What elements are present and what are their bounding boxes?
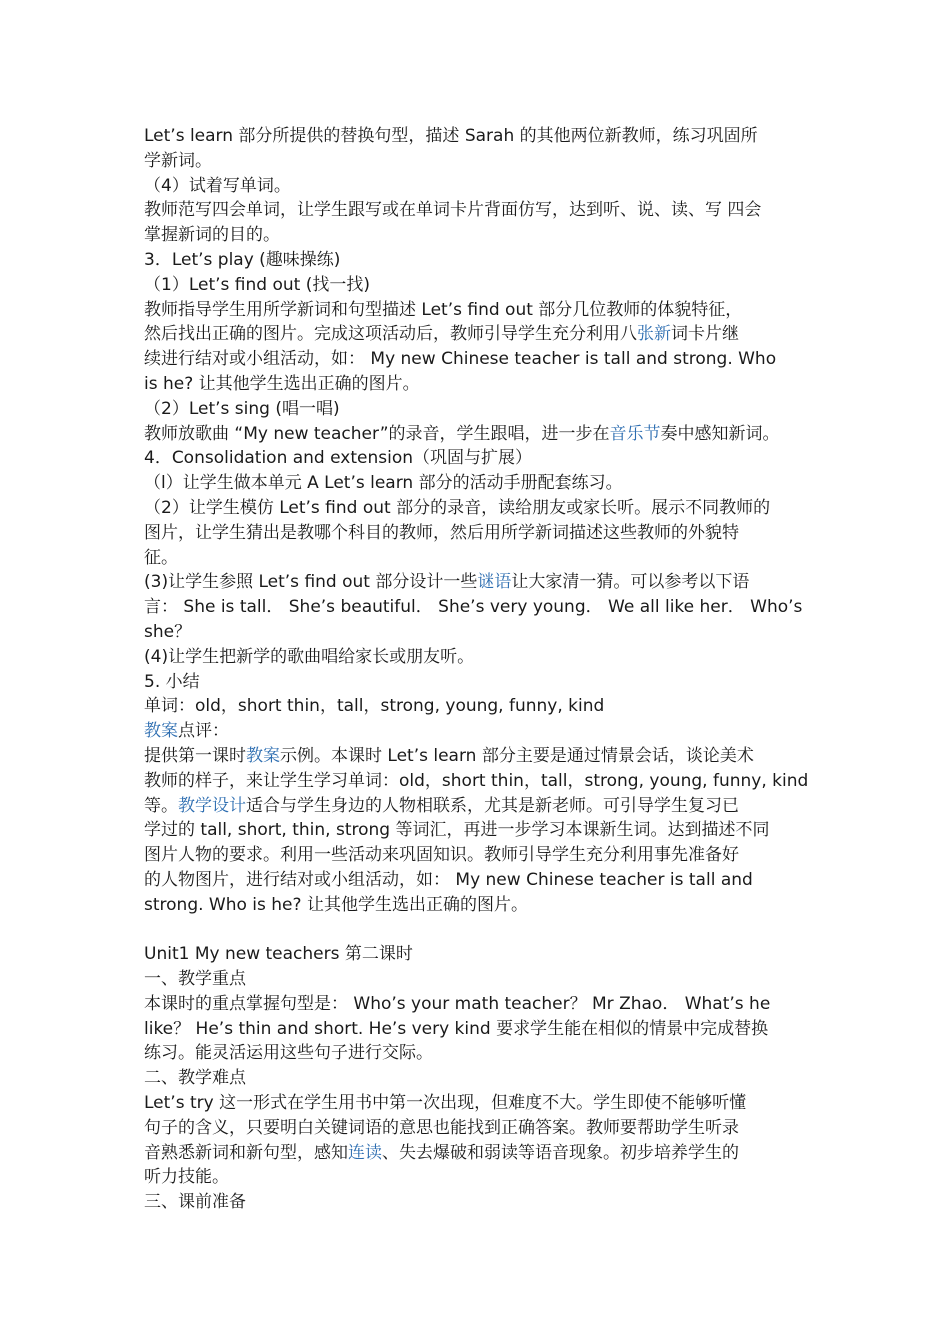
text-line (144, 422, 820, 447)
inline-link[interactable]: 连读 (348, 1142, 382, 1163)
text-line (144, 1141, 820, 1166)
text-segment: 3．Let’s play (趣味操练) (144, 249, 341, 270)
text-segment: 掌握新词的目的。 (144, 225, 280, 246)
text-line (144, 719, 820, 744)
text-segment: 续进行结对或小组活动，如： My new Chinese teacher is tall and strong. Who (144, 349, 777, 370)
text-line (144, 818, 820, 843)
inline-link[interactable]: 谜语 (477, 572, 512, 593)
text-line (144, 496, 820, 521)
text-segment: 教师的样子，来让学生学习单词：old，short thin，tall，strong, young, funny, kind (144, 770, 809, 791)
text-line (144, 893, 820, 918)
text-segment: 学过的 tall, short, thin, strong 等词汇，再进一步学习本课新生词。达到描述不同 (144, 820, 770, 841)
text-segment: 言： She is tall． She’s beautiful． She’s very young． We all like her． Who’s (144, 597, 803, 618)
text-line (144, 198, 820, 223)
text-segment: 练习。能灵活运用这些句子进行交际。 (144, 1043, 433, 1064)
text-segment: 一、教学重点 (144, 969, 246, 990)
text-line (144, 694, 820, 719)
text-segment: 教师指导学生用所学新词和句型描述 Let’s find out 部分几位教师的体貌特征， (144, 299, 743, 320)
text-segment: she？ (144, 621, 192, 642)
text-segment: 4．Consolidation and extension（巩固与扩展） (144, 448, 533, 469)
text-segment: Unit1 My new teachers 第二课时 (144, 944, 413, 965)
text-segment: strong. Who is he? 让其他学生选出正确的图片。 (144, 894, 528, 915)
text-line (144, 124, 820, 149)
text-line (144, 174, 820, 199)
text-line (144, 794, 820, 819)
text-segment: 教师放歌曲 “My new teacher”的录音，学生跟唱，进一步在 (144, 423, 610, 444)
inline-link[interactable]: 教案 (246, 745, 280, 766)
text-segment: 等。 (144, 795, 178, 816)
text-segment: 学新词。 (144, 150, 212, 171)
document-page (144, 124, 820, 1215)
blank-line (144, 918, 820, 943)
inline-link[interactable]: 张新 (637, 324, 671, 345)
text-line (144, 744, 820, 769)
text-line (144, 843, 820, 868)
text-segment: 图片人物的要求。利用一些活动来巩固知识。教师引导学生充分利用事先准备好 (144, 845, 739, 866)
text-segment: 图片，让学生猜出是教哪个科目的教师，然后用所学新词描述这些教师的外貌特 (144, 522, 739, 543)
text-line (144, 1190, 820, 1215)
text-line (144, 868, 820, 893)
text-segment: 、失去爆破和弱读等语音现象。初步培养学生的 (382, 1142, 739, 1163)
text-line (144, 521, 820, 546)
text-segment: （2）Let’s sing (唱一唱) (144, 398, 340, 419)
text-line (144, 595, 820, 620)
text-line (144, 1116, 820, 1141)
text-line (144, 570, 820, 595)
text-segment: 让大家清一猜。可以参考以下语 (511, 572, 750, 593)
text-segment: 单词：old，short thin，tall，strong, young, funny, kind (144, 696, 605, 717)
text-segment: Let’s learn 部分所提供的替换句型，描述 Sarah 的其他两位新教师，练习巩固所 (144, 126, 758, 146)
text-line (144, 992, 820, 1017)
text-segment: 二、教学难点 (144, 1068, 246, 1089)
text-line (144, 446, 820, 471)
text-line (144, 248, 820, 273)
text-line (144, 769, 820, 794)
text-segment: 听力技能。 (144, 1167, 229, 1188)
text-line (144, 1066, 820, 1091)
text-segment: 征。 (144, 547, 178, 568)
text-segment: （2）让学生模仿 Let’s find out 部分的录音，读给朋友或家长听。展示不同教师的 (144, 497, 771, 518)
text-line (144, 1091, 820, 1116)
text-segment: 三、课前准备 (144, 1192, 246, 1213)
text-segment: 点评： (178, 721, 229, 742)
text-line (144, 298, 820, 323)
text-segment: 句子的含义，只要明白关键词语的意思也能找到正确答案。教师要帮助学生听录 (144, 1117, 739, 1138)
text-line (144, 347, 820, 372)
text-segment: 词卡片继 (671, 324, 739, 345)
text-line (144, 546, 820, 571)
text-line (144, 620, 820, 645)
text-line (144, 645, 820, 670)
text-segment: 音熟悉新词和新句型，感知 (144, 1142, 348, 1163)
text-segment: 5. 小结 (144, 671, 200, 692)
text-segment: 示例。本课时 Let’s learn 部分主要是通过情景会话，谈论美术 (280, 745, 754, 766)
inline-link[interactable]: 教学设计 (178, 795, 246, 816)
inline-link[interactable]: 音乐节 (609, 423, 661, 444)
text-segment: is he? 让其他学生选出正确的图片。 (144, 373, 420, 394)
text-segment: 奏中感知新词。 (660, 423, 780, 444)
text-line (144, 471, 820, 496)
text-line (144, 1041, 820, 1066)
text-line (144, 223, 820, 248)
text-line (144, 397, 820, 422)
text-segment: Let’s try 这一形式在学生用书中第一次出现，但难度不大。学生即使不能够听懂 (144, 1093, 747, 1114)
text-segment: 本课时的重点掌握句型是： Who’s your math teacher？ Mr Zhao． What’s he (144, 993, 771, 1014)
text-line (144, 149, 820, 174)
text-segment: 的人物图片，进行结对或小组活动，如： My new Chinese teacher is tall and (144, 869, 753, 890)
text-line (144, 372, 820, 397)
text-segment: （l）让学生做本单元 A Let’s learn 部分的活动手册配套练习。 (144, 473, 623, 494)
text-segment: (4)让学生把新学的歌曲唱给家长或朋友听。 (144, 646, 475, 667)
text-line (144, 942, 820, 967)
text-segment: like？ He’s thin and short. He’s very kind 要求学生能在相似的情景中完成替换 (144, 1018, 769, 1039)
text-segment: 然后找出正确的图片。完成这项活动后，教师引导学生充分利用八 (144, 324, 637, 345)
text-segment: （4）试着写单词。 (144, 175, 291, 196)
text-line (144, 1017, 820, 1042)
text-segment: 提供第一课时 (144, 745, 246, 766)
text-line (144, 322, 820, 347)
text-segment: 适合与学生身边的人物相联系，尤其是新老师。可引导学生复习已 (246, 795, 739, 816)
text-line (144, 273, 820, 298)
text-line (144, 1165, 820, 1190)
text-segment: 教师范写四会单词，让学生跟写或在单词卡片背面仿写，达到听、说、读、写 四会 (144, 200, 762, 221)
text-line (144, 670, 820, 695)
inline-link[interactable]: 教案 (144, 721, 178, 742)
text-segment: (3)让学生参照 Let’s find out 部分设计一些 (144, 572, 478, 593)
text-line (144, 967, 820, 992)
text-segment: （1）Let’s find out (找一找) (144, 274, 370, 295)
